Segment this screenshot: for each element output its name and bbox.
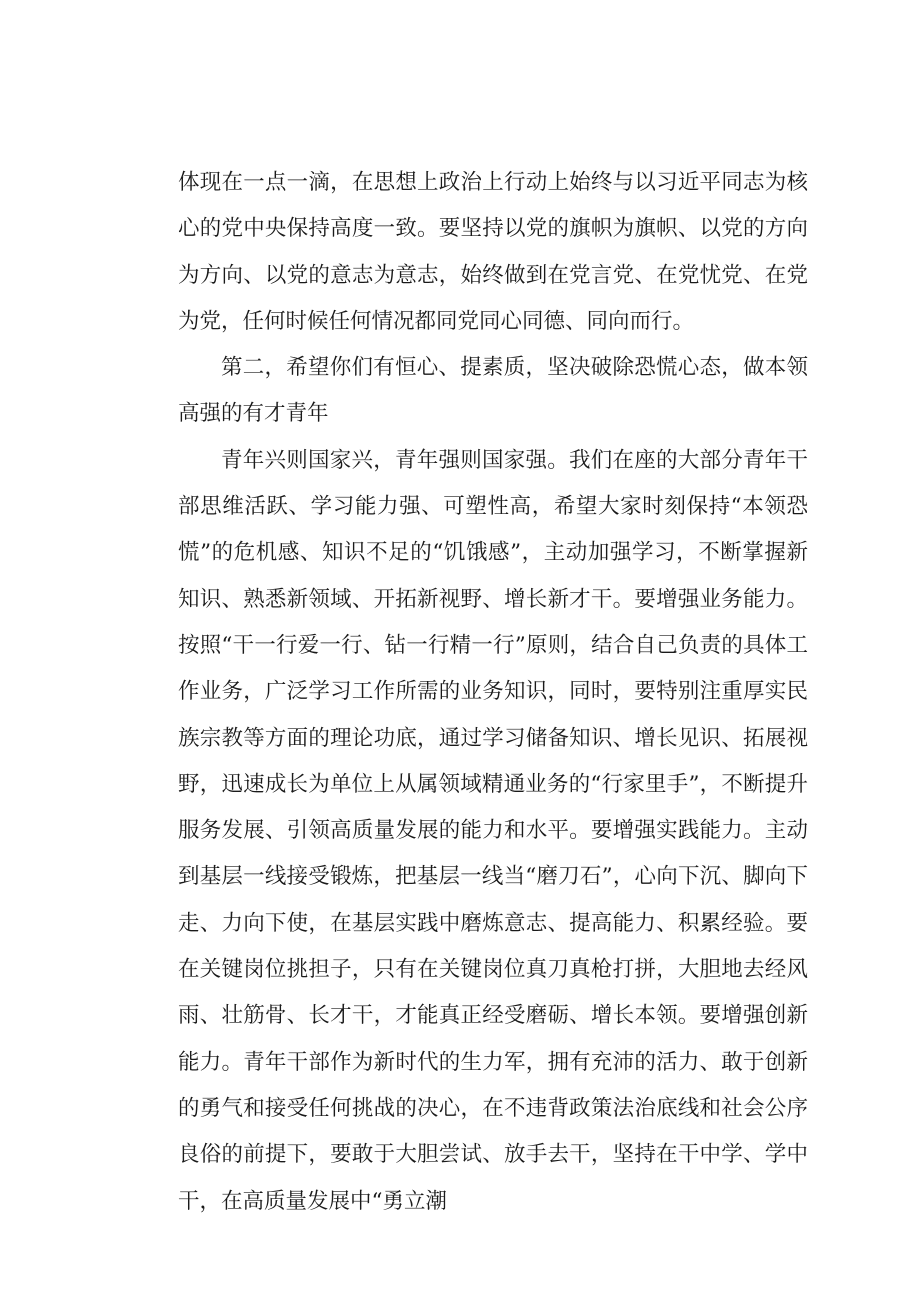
document-body	[178, 160, 808, 1225]
paragraph-continuation: 体现在一点一滴，在思想上政治上行动上始终与以习近平同志为核心的党中央保持高度一致。要坚持以党的旗帜为旗帜、以党的方向为方向、以党的意志为意志，始终做到在党言党、在党忧党、在党为党，任何时候任何情况都同党同心同德、同向而行。	[178, 170, 808, 334]
section-heading-second: 第二，希望你们有恒心、提素质，坚决破除恐慌心态，做本领高强的有才青年	[178, 355, 808, 427]
paragraph-youth: 青年兴则国家兴，青年强则国家强。我们在座的大部分青年干部思维活跃、学习能力强、可塑性高，希望大家时刻保持“本领恐慌”的危机感、知识不足的“饥饿感”，主动加强学习，不断掌握新知识、熟悉新领域、开拓新视野、增长新才干。要增强业务能力。按照“干一行爱一行、钻一行精一行”原则，结合自己负责的具体工作业务，广泛学习工作所需的业务知识，同时，要特别注重厚实民族宗教等方面的理论功底，通过学习储备知识、增长见识、拓展视野，迅速成长为单位上从属领域精通业务的“行家里手”，不断提升服务发展、引领高质量发展的能力和水平。要增强实践能力。主动到基层一线接受锻炼，把基层一线当“磨刀石”，心向下沉、脚向下走、力向下使，在基层实践中磨炼意志、提高能力、积累经验。要在关键岗位挑担子，只有在关键岗位真刀真枪打拼，大胆地去经风雨、壮筋骨、长才干，才能真正经受磨砺、增长本领。要增强创新能力。青年干部作为新时代的生力军，拥有充沛的活力、敢于创新的勇气和接受任何挑战的决心，在不违背政策法治底线和社会公序良俗的前提下，要敢于大胆尝试、放手去干，坚持在干中学、学中干，在高质量发展中“勇立潮	[178, 447, 808, 1214]
